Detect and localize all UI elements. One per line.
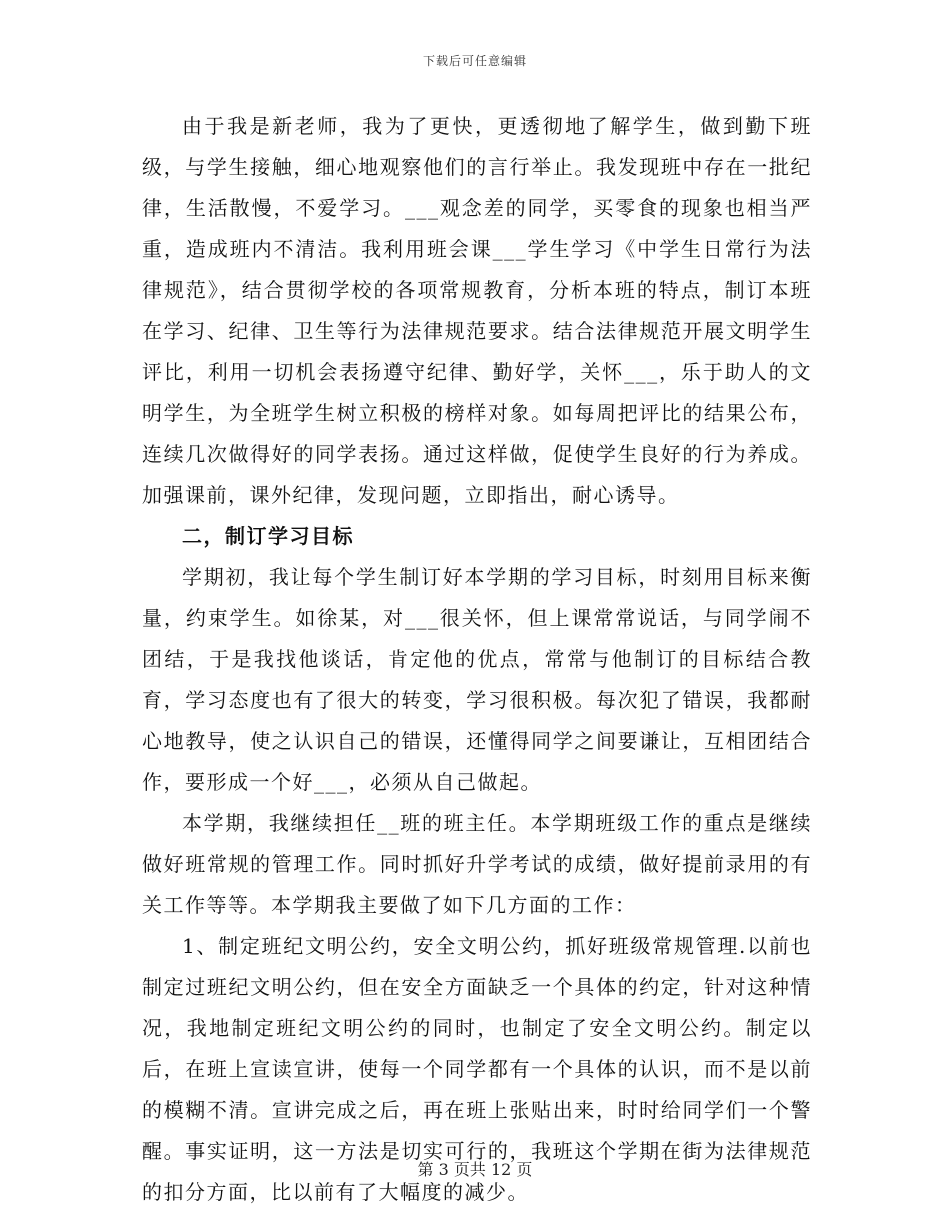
- body-paragraph: 1、制定班纪文明公约，安全文明公约，抓好班级常规管理.以前也制定过班纪文明公约，但在安全方面缺乏一个具体的约定，针对这种情况，我地制定班纪文明公约的同时，也制定了安全文明公约。制定以后，在班上宣读宣讲，使每一个同学都有一个具体的认识，而不是以前的模糊不清。宣讲完成之后，再在班上张贴出来，时时给同学们一个警醒。事实证明，这一方法是切实可行的，我班这个学期在街为法律规范的扣分方面，比以前有了大幅度的减少。: [142, 934, 812, 1204]
- document-body: [142, 106, 812, 1213]
- body-paragraph: 本学期，我继续担任__班的班主任。本学期班级工作的重点是继续做好班常规的管理工作。同时抓好升学考试的成绩，做好提前录用的有关工作等等。本学期我主要做了如下几方面的工作：: [142, 811, 812, 917]
- page-number-footer: 第 3 页共 12 页: [417, 1160, 533, 1179]
- body-paragraph: 由于我是新老师，我为了更快，更透彻地了解学生，做到勤下班级，与学生接触，细心地观察他们的言行举止。我发现班中存在一批纪律，生活散慢，不爱学习。___观念差的同学，买零食的现象也相当严重，造成班内不清洁。我利用班会课___学生学习《中学生日常行为法律规范》，结合贯彻学校的各项常规教育，分析本班的特点，制订本班在学习、纪律、卫生等行为法律规范要求。结合法律规范开展文明学生评比，利用一切机会表扬遵守纪律、勤好学，关怀___，乐于助人的文明学生，为全班学生树立积极的榜样对象。如每周把评比的结果公布，连续几次做得好的同学表扬。通过这样做，促使学生良好的行为养成。加强课前，课外纪律，发现问题，立即指出，耐心诱导。: [142, 114, 812, 507]
- section-heading: 二，制订学习目标: [182, 524, 354, 548]
- page-header-note: 下载后可任意编辑: [422, 54, 527, 68]
- body-paragraph: 学期初，我让每个学生制订好本学期的学习目标，时刻用目标来衡量，约束学生。如徐某，对___很关怀，但上课常常说话，与同学闹不团结，于是我找他谈话，肯定他的优点，常常与他制订的目标结合教育，学习态度也有了很大的转变，学习很积极。每次犯了错误，我都耐心地教导，使之认识自己的错误，还懂得同学之间要谦让，互相团结合作，要形成一个好___，必须从自己做起。: [142, 565, 812, 794]
